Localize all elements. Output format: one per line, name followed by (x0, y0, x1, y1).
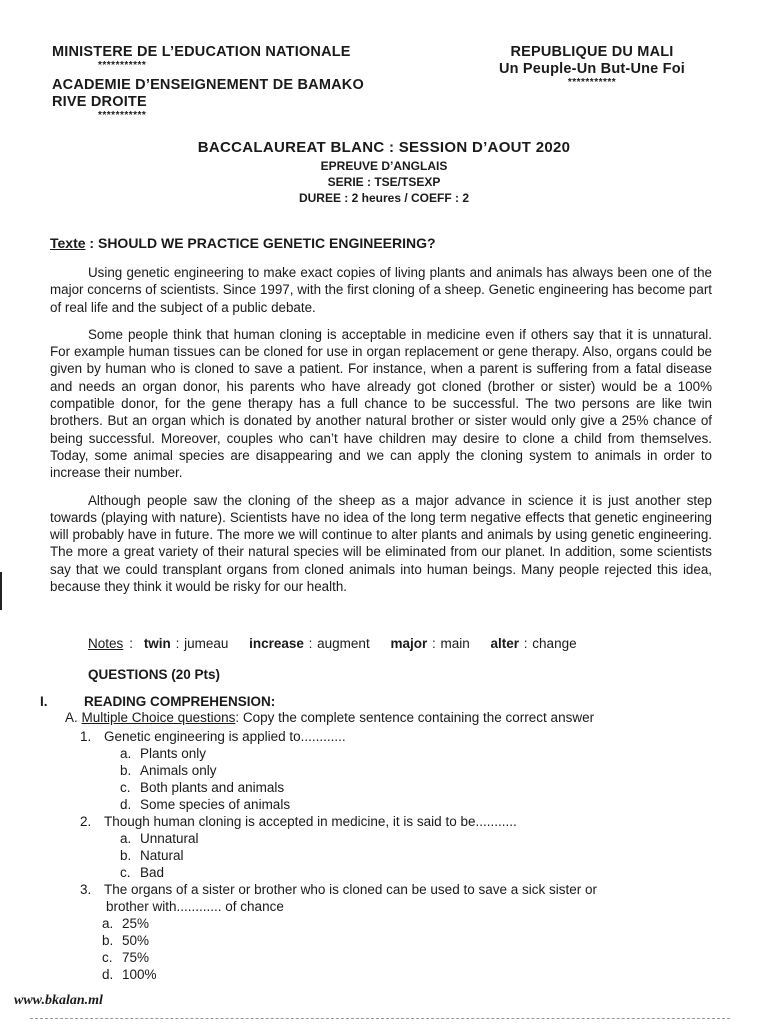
option-list (120, 830, 720, 881)
option-text: Both plants and animals (140, 780, 285, 795)
option (102, 966, 720, 983)
note-word: increase (249, 636, 304, 651)
ministry-name: MINISTERE DE L’EDUCATION NATIONALE (52, 44, 351, 60)
part-a-label: Multiple Choice questions (81, 710, 236, 725)
option-letter: b. (102, 933, 114, 948)
stars-separator: *********** (567, 77, 617, 88)
question-list (80, 728, 720, 983)
option (120, 847, 720, 864)
option-text: 50% (122, 933, 150, 948)
option (120, 762, 720, 779)
option (102, 949, 720, 966)
question-item (80, 728, 720, 813)
text-title: : SHOULD WE PRACTICE GENETIC ENGINEERING? (85, 235, 436, 251)
bottom-divider (30, 1018, 730, 1020)
question-number: 1. (80, 729, 92, 744)
option-letter: a. (120, 746, 132, 761)
note-meaning: : augment (303, 636, 370, 651)
note-word: alter (490, 636, 520, 651)
option-letter: b. (120, 763, 132, 778)
exam-subject: EPREUVE D’ANGLAIS (320, 159, 448, 173)
part-a-prefix: A. (65, 710, 78, 725)
option-text: Unnatural (140, 831, 199, 846)
stars-separator: *********** (98, 60, 147, 71)
option-text: 75% (122, 950, 150, 965)
option-letter: a. (102, 916, 114, 931)
option-letter: d. (120, 797, 132, 812)
country-motto: Un Peuple-Un But-Une Foi (498, 61, 686, 77)
academy-subname: RIVE DROITE (52, 94, 147, 110)
note-meaning: : jumeau (170, 636, 229, 651)
exam-series: SERIE : TSE/TSEXP (327, 175, 441, 189)
exam-duration: DUREE : 2 heures / COEFF : 2 (298, 191, 470, 205)
paragraph: Although people saw the cloning of the sheep as a major advance in science it is just another step towards (playing with nature). Scientists have no idea of the long term negative effects that genetic engineering will probably have in future. The more we will continue to alter plants and animals by using genetic engineering. The more a great variety of their natural species will be eliminated from our planet. In addition, some scientists say that we could transplant organs from cloned animals into human beings. Many people rejected this idea, because they think it would be risky for our health. (50, 492, 712, 595)
text-heading (50, 235, 436, 251)
note-item (249, 636, 370, 651)
header-left (52, 44, 452, 121)
option (102, 932, 720, 949)
option-list (102, 915, 720, 983)
question-text: Genetic engineering is applied to............ (104, 729, 346, 744)
section-heading (40, 694, 275, 709)
option-letter: a. (120, 831, 132, 846)
option (102, 915, 720, 932)
option-letter: d. (102, 967, 114, 982)
scan-margin-mark (0, 572, 2, 610)
option-letter: c. (120, 865, 131, 880)
note-meaning: : main (427, 636, 470, 651)
option-text: Some species of animals (140, 797, 291, 812)
note-meaning: : change (519, 636, 577, 651)
question-item (80, 813, 720, 881)
reading-text (50, 264, 712, 605)
question-item (80, 881, 720, 983)
option-text: 100% (122, 967, 157, 982)
option (120, 745, 720, 762)
option-text: 25% (122, 916, 150, 931)
option-letter: c. (120, 780, 131, 795)
paragraph: Using genetic engineering to make exact copies of living plants and animals has always been one of the major concerns of scientists. Since 1997, with the first cloning of a sheep. Genetic engineering has become part of real life and the subject of a public debate. (50, 265, 712, 315)
question-number: 3. (80, 882, 92, 897)
notes-label: Notes (88, 636, 124, 651)
option-text: Plants only (140, 746, 207, 761)
option-list (120, 745, 720, 813)
option-text: Animals only (140, 763, 217, 778)
exam-title-block (0, 138, 768, 206)
footer-website: www.bkalan.ml (14, 993, 103, 1008)
country-name: REPUBLIQUE DU MALI (510, 44, 674, 60)
paragraph: Some people think that human cloning is acceptable in medicine even if others say that it is unnatural. For example human tissues can be cloned for use in organ replacement or gene therapy. Also, organs could be given by human who is cloned to save a patient. For instance, when a parent is suffering from a fatal disease and needs an organ donor, his parents who have already got cloned (brother or sister) would be a 100% compatible donor, for the gene therapy has a full chance to be successful. The two persons are like twin brothers. But an organ which is donated by another natural brother or sister would only give a 25% chance of being successful. Moreover, couples who can’t have children may desire to clone a child from themselves. Today, some animal species are disappearing and we can apply the cloning system to animals in order to increase their number. (50, 326, 712, 481)
vocabulary-notes: Notes : twin : jumeau increase : augment major : main alter : change (88, 636, 577, 651)
option (120, 830, 720, 847)
note-word: twin (143, 636, 171, 651)
note-item (144, 636, 229, 651)
section-number: I. (40, 694, 48, 709)
section-title: READING COMPREHENSION: (84, 694, 276, 709)
question-text-continued: brother with............ of chance (106, 899, 284, 914)
question-number: 2. (80, 814, 92, 829)
part-a-text: : Copy the complete sentence containing the correct answer (235, 710, 595, 725)
note-word: major (390, 636, 428, 651)
question-text: Though human cloning is accepted in medicine, it is said to be........... (104, 814, 517, 829)
academy-name: ACADEMIE D’ENSEIGNEMENT DE BAMAKO (52, 77, 364, 93)
exam-title: BACCALAUREAT BLANC : SESSION D’AOUT 2020 (197, 139, 571, 156)
text-label: Texte (50, 235, 86, 251)
option-letter: c. (102, 950, 113, 965)
option (120, 796, 720, 813)
option-letter: b. (120, 848, 132, 863)
part-a-instruction (65, 710, 594, 725)
option-text: Natural (140, 848, 184, 863)
note-item (390, 636, 469, 651)
question-text: The organs of a sister or brother who is cloned can be used to save a sick sister or (104, 882, 597, 897)
option (120, 864, 720, 881)
stars-separator: *********** (98, 110, 147, 121)
note-item (491, 636, 577, 651)
option-text: Bad (140, 865, 165, 880)
header-right (462, 44, 722, 88)
questions-heading: QUESTIONS (20 Pts) (88, 667, 221, 682)
option (120, 779, 720, 796)
